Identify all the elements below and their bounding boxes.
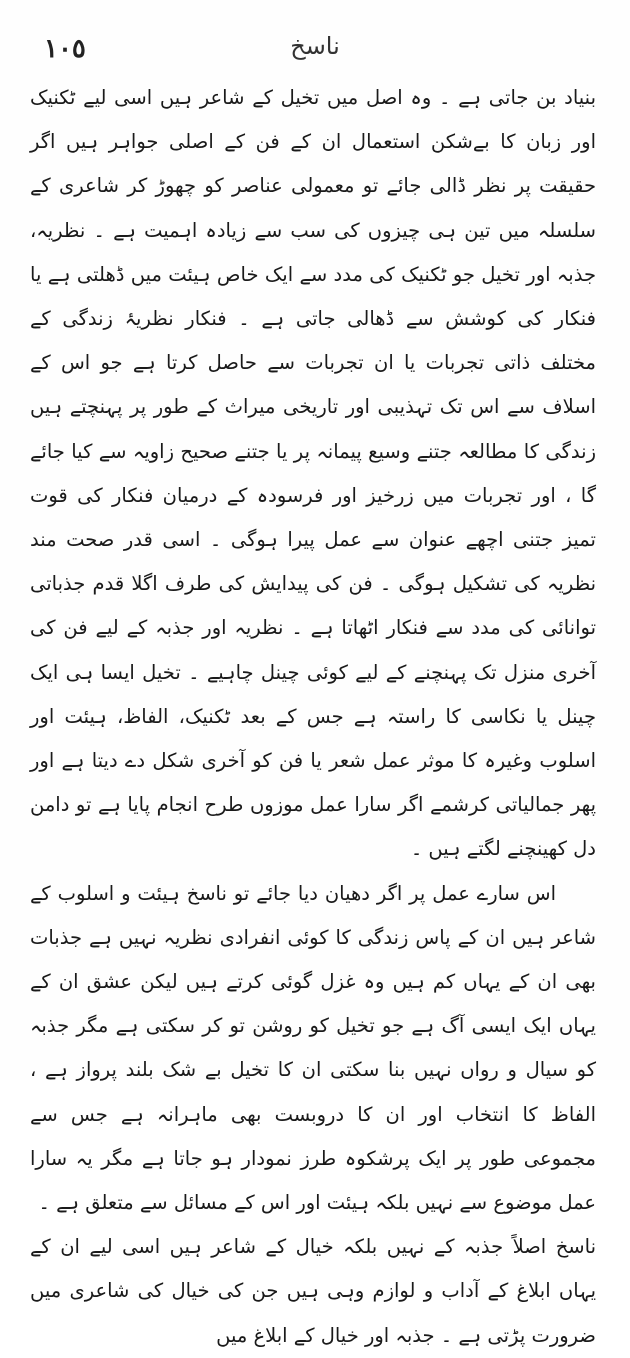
page-number: ١٠٥ <box>44 34 86 64</box>
paragraph-2: اس سارے عمل پر اگر دھیان دیا جائے تو ناسخ ہیئت و اسلوب کے شاعر ہیں ان کے پاس زندگی کا کوئی انفرادی نظریہ نہیں ہے جذبات بھی ان کے یہاں کم ہیں وہ غزل گوئی کرتے ہیں لیکن عشق ان کے یہاں ایک ایسی آگ ہے جو تخیل کو روشن تو کر سکتی ہے مگر جذبہ کو سیال و رواں نہیں بنا سکتی ان کا تخیل بے شک بلند پرواز ہے ، الفاظ کا انتخاب اور ان کا دروبست بھی ماہرانہ ہے جس سے مجموعی طور پر ایک پرشکوہ طرز نمودار ہو جاتا ہے مگر یہ سارا عمل موضوع سے نہیں بلکہ ہیئت اور اس کے مسائل سے متعلق ہے ۔ <box>30 881 596 1215</box>
running-title: ناسخ <box>290 32 340 60</box>
paragraph-3: ناسخ اصلاً جذبہ کے نہیں بلکہ خیال کے شاعر ہیں اسی لیے ان کے یہاں ابلاغ کے آداب و لوازم وہی ہیں جن کی خیال کی شاعری میں ضرورت پڑتی ہے ۔ جذبہ اور خیال کے ابلاغ میں <box>30 1235 596 1347</box>
paragraph-1: بنیاد بن جاتی ہے ۔ وہ اصل میں تخیل کے شاعر ہیں اسی لیے ٹکنیک اور زبان کا بےشکن استعمال ان کے فن کے اصلی جواہر ہیں اگر حقیقت پر نظر ڈالی جائے تو معمولی عناصر کو چھوڑ کر شاعری کے سلسلہ میں تین ہی چیزوں کی سب سے زیادہ اہمیت ہے ۔ نظریہ، جذبہ اور تخیل جو ٹکنیک کی مدد سے ایک خاص ہیئت میں ڈھلتی ہے یا فنکار کی کوشش سے ڈھالی جاتی ہے ۔ فنکار نظریۂ زندگی کے مختلف ذاتی تجربات یا ان تجربات سے حاصل کرتا ہے جو اس کے اسلاف سے اس تک تہذیبی اور تاریخی میراث کے طور پر پہنچتے ہیں زندگی کا مطالعہ جتنے وسیع پیمانہ پر یا جتنے صحیح زاویہ سے کیا جائے گا ، اور تجربات میں زرخیز اور فرسودہ کے درمیان فنکار کی قوت تمیز جتنی اچھے عنوان سے عمل پیرا ہوگی ۔ اسی قدر صحت مند نظریہ کی تشکیل ہوگی ۔ فن کی پیدایش کی طرف اگلا قدم جذباتی توانائی کی مدد سے فنکار اٹھاتا ہے ۔ نظریہ اور جذبہ کے لیے فن کی آخری منزل تک پہنچنے کے لیے کوئی چینل چاہیے ۔ تخیل ایسا ہی ایک چینل یا نکاسی کا راستہ ہے جس کے بعد ٹکنیک، الفاظ، ہیئت اور اسلوب وغیرہ کا موثر عمل شعر یا فن کو آخری شکل دے دیتا ہے اور پھر جمالیاتی کرشمے اگر سارا عمل موزوں طرح انجام پایا ہے تو دامن دل کھینچنے لگتے ہیں ۔ <box>30 86 596 861</box>
body-text <box>30 76 596 1358</box>
page-header <box>36 28 594 68</box>
